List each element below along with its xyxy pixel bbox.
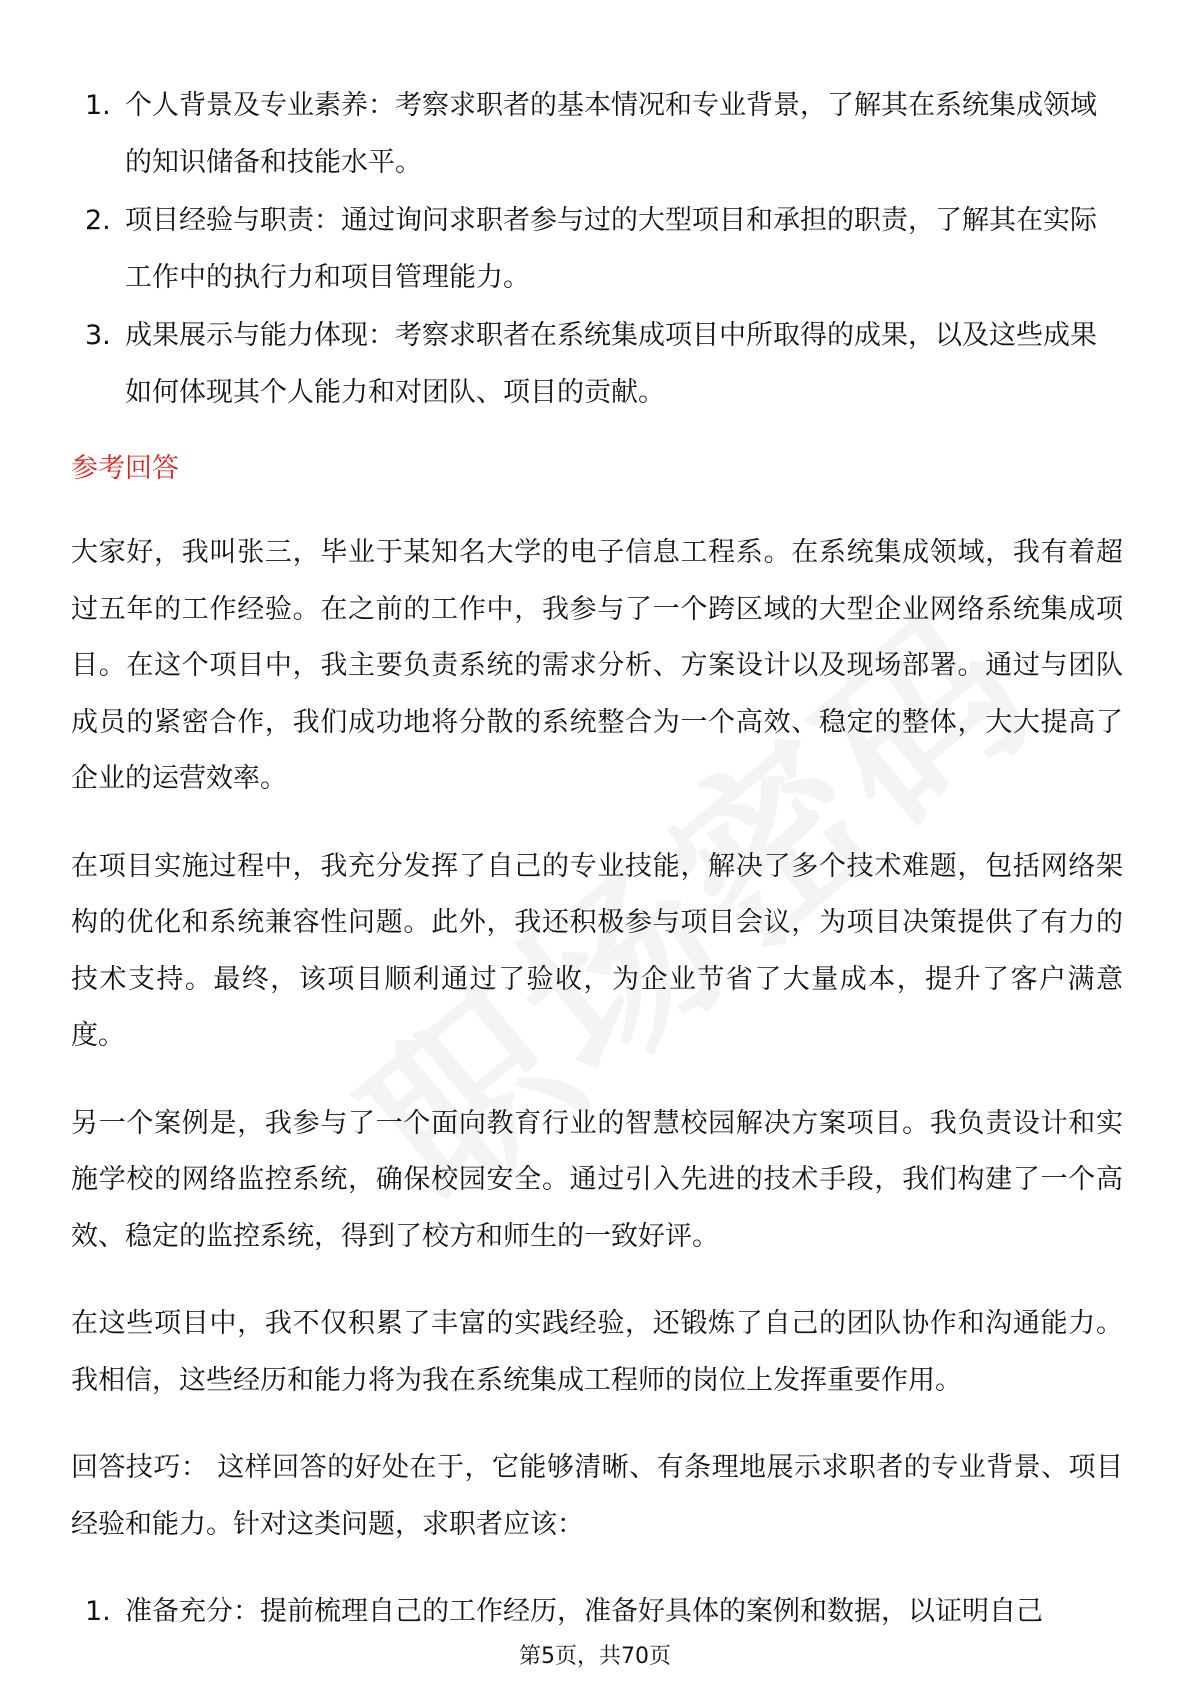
- answer-paragraph: 在项目实施过程中，我充分发挥了自己的专业技能，解决了多个技术难题，包括网络架构的优化和系统兼容性问题。此外，我还积极参与项目会议，为项目决策提供了有力的技术支持。最终，该项目顺利通过了验收，为企业节省了大量成本，提升了客户满意度。: [71, 850, 1123, 1051]
- criteria-list: [71, 78, 1123, 421]
- section-heading: 参考回答: [71, 453, 179, 484]
- criteria-text: 个人背景及专业素养：考察求职者的基本情况和专业背景，了解其在系统集成领域的知识储备和技能水平。: [125, 90, 1097, 178]
- list-number: 1.: [85, 90, 111, 121]
- tips-text: 准备充分：提前梳理自己的工作经历，准备好具体的案例和数据，以证明自己: [125, 1596, 1043, 1627]
- list-number: 2.: [85, 205, 111, 236]
- list-number: 3.: [85, 320, 111, 351]
- criteria-text: 成果展示与能力体现：考察求职者在系统集成项目中所取得的成果，以及这些成果如何体现其个人能力和对团队、项目的贡献。: [125, 320, 1097, 408]
- tips-list: [71, 1584, 1123, 1641]
- answer-paragraph: 大家好，我叫张三，毕业于某知名大学的电子信息工程系。在系统集成领域，我有着超过五年的工作经验。在之前的工作中，我参与了一个跨区域的大型企业网络系统集成项目。在这个项目中，我主要负责系统的需求分析、方案设计以及现场部署。通过与团队成员的紧密合作，我们成功地将分散的系统整合为一个高效、稳定的整体，大大提高了企业的运营效率。: [71, 537, 1123, 794]
- tips-item: [71, 1584, 1123, 1641]
- answer-paragraph: 另一个案例是，我参与了一个面向教育行业的智慧校园解决方案项目。我负责设计和实施学校的网络监控系统，确保校园安全。通过引入先进的技术手段，我们构建了一个高效、稳定的监控系统，得到了校方和师生的一致好评。: [71, 1107, 1123, 1252]
- list-number: 1.: [85, 1596, 111, 1627]
- criteria-item: [71, 78, 1123, 191]
- answer-paragraph: 在这些项目中，我不仅积累了丰富的实践经验，还锻炼了自己的团队协作和沟通能力。我相信，这些经历和能力将为我在系统集成工程师的岗位上发挥重要作用。: [71, 1308, 1123, 1396]
- answer-tips-intro: 回答技巧： 这样回答的好处在于，它能够清晰、有条理地展示求职者的专业背景、项目经验和能力。针对这类问题，求职者应该：: [71, 1452, 1123, 1540]
- criteria-item: [71, 193, 1123, 306]
- criteria-text: 项目经验与职责：通过询问求职者参与过的大型项目和承担的职责，了解其在实际工作中的执行力和项目管理能力。: [125, 205, 1097, 293]
- page-content: [71, 78, 1123, 1641]
- criteria-item: [71, 308, 1123, 421]
- page-footer: 第5页，共70页: [519, 1644, 671, 1669]
